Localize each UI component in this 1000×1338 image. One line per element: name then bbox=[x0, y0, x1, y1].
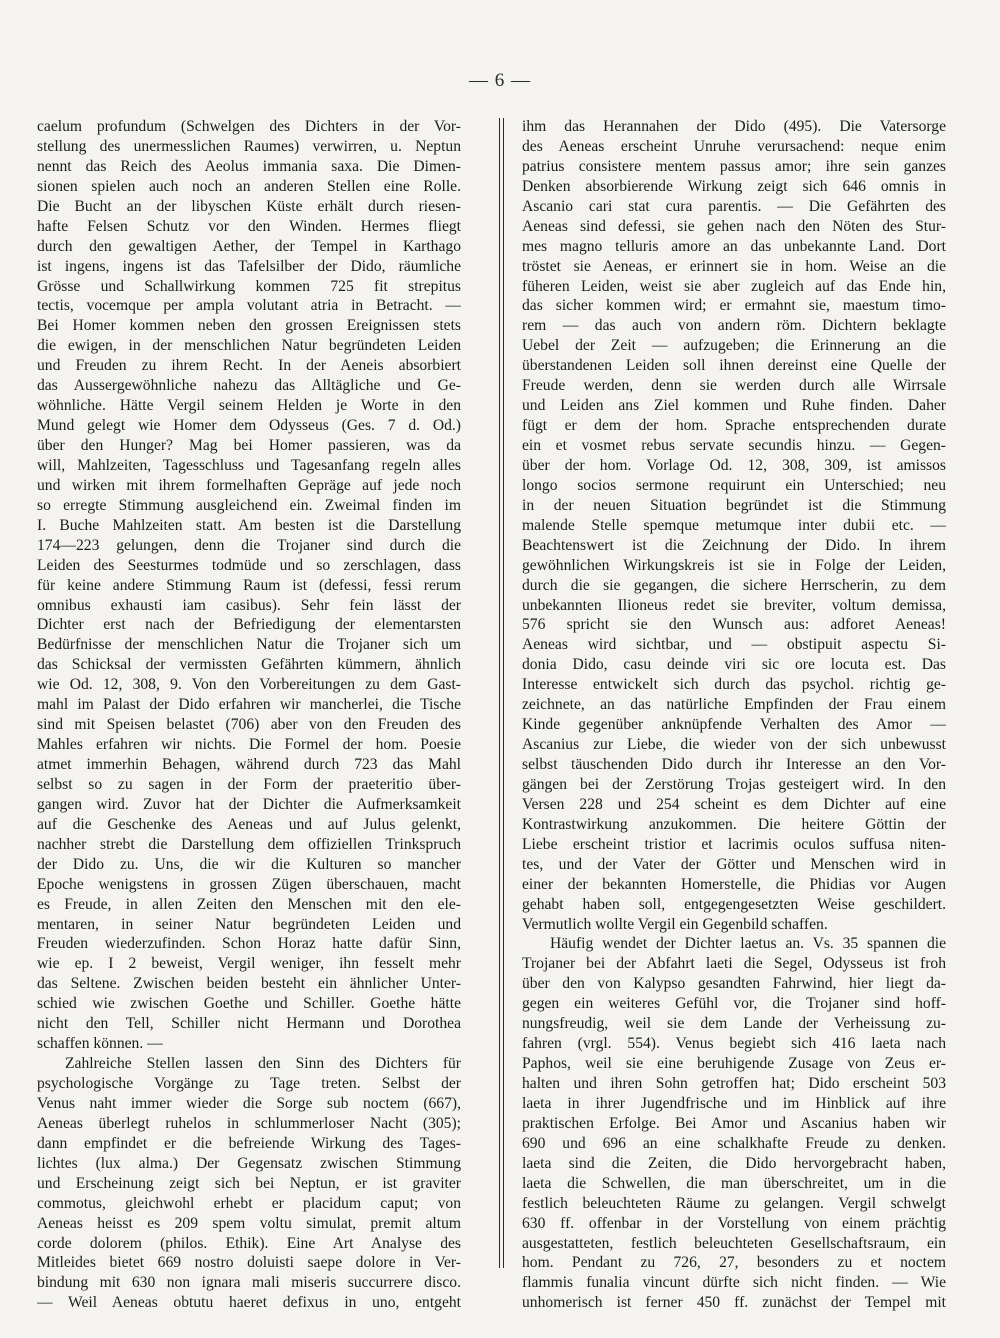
text-line: gehabt haben soll, entgegengesetzten Weise geschildert. bbox=[522, 895, 946, 913]
text-line: longo socios sermone requirunt ein Unterschied; neu bbox=[522, 476, 946, 494]
text-line: ihm das Herannahen der Dido (495). Die Vatersorge bbox=[522, 118, 946, 135]
text-line: für keine andere Stimmung Raum ist (defessi, fessi rerum bbox=[37, 576, 461, 594]
text-line: über den Hunger? Mag bei Homer passieren, was da bbox=[37, 437, 461, 454]
text-line: Liebe erscheint tristior et lacrimis oculos suffusa niten- bbox=[522, 835, 946, 853]
text-line: caelum profundum (Schwelgen des Dichters in der Vor- bbox=[37, 118, 461, 135]
text-line: in der neuen Situation begründet ist die Stimmung bbox=[522, 496, 946, 514]
text-line: einer der bekannten Homerstelle, die Phidias vor Augen bbox=[522, 875, 946, 893]
text-line: 630 ff. offenbar in der Vorstellung von einem prächtig bbox=[522, 1214, 946, 1232]
text-line: überstandenen Leiden soll ihnen dereinst eine Quelle der bbox=[522, 357, 946, 375]
text-line: 576 spricht sie den Wunsch aus: adforet Aeneas! bbox=[522, 616, 946, 634]
text-line: Freude werden, denn sie werden durch alle Wirrsale bbox=[522, 377, 946, 395]
column-rule bbox=[499, 118, 500, 1268]
text-line: das Schicksal der vermissten Gefährten kümmern, ähnlich bbox=[37, 656, 461, 674]
text-line: praktischen Erfolge. Bei Amor und Ascanius haben wir bbox=[522, 1114, 946, 1132]
text-line: Beachtenswert ist die Zeichnung der Dido. In ihrem bbox=[522, 536, 946, 554]
text-line: commotus, gleichwohl erhebt er placidum caput; von bbox=[37, 1194, 461, 1212]
text-line: dann empfindet er die befreiende Wirkung des Tages- bbox=[37, 1134, 461, 1152]
text-line: tes, und der Vater der Götter und Menschen wird in bbox=[522, 855, 946, 873]
text-line: Die Bucht an der libyschen Küste erhält durch riesen- bbox=[37, 197, 461, 215]
text-line: lichtes (lux alma.) Der Gegensatz zwischen Stimmung bbox=[37, 1154, 461, 1172]
text-line: laeta in ihrer Jugendfrische und im Hinblick auf ihre bbox=[522, 1094, 946, 1112]
text-line: über der hom. Vorlage Od. 12, 308, 309, ist amissos bbox=[522, 456, 946, 474]
text-line: durch den gewaltigen Aether, der Tempel in Karthago bbox=[37, 237, 461, 255]
text-line: corde dolorem (philos. Ethik). Eine Art Analyse des bbox=[37, 1234, 461, 1252]
text-line: Denken absorbierende Wirkung zeigt sich 646 omnis in bbox=[522, 177, 946, 195]
text-line: Leiden des Seesturmes todmüde und so zerschlagen, dass bbox=[37, 556, 461, 574]
text-line: Mitleides bietet 669 nostro doluisti saepe dolore in Ver- bbox=[37, 1254, 461, 1272]
text-line: tröstet sie Aeneas, er erinnert sie in hom. Weise an die bbox=[522, 257, 946, 275]
text-line: Uebel der Zeit — aufzugeben; die Erinnerung an die bbox=[522, 337, 946, 355]
text-line: patrius consistere mentem passus amor; ihre sein ganzes bbox=[522, 157, 946, 175]
text-line: fügt er dem der hom. Sprache entsprechenden durate bbox=[522, 417, 946, 435]
text-line: Venus naht immer wieder die Sorge sub noctem (667), bbox=[37, 1094, 461, 1112]
page-number: — 6 — bbox=[469, 70, 531, 91]
text-line: nicht den Tell, Schiller nicht Hermann und Dorothea bbox=[37, 1015, 461, 1033]
right-column bbox=[522, 117, 946, 1313]
text-line: so erregte Stimmung ausgleichend ein. Zweimal finden im bbox=[37, 496, 461, 514]
text-line: das Seltene. Zwischen beiden besteht ein ähnlicher Unter- bbox=[37, 975, 461, 993]
text-line: atmet immerhin Behagen, während durch 723 das Mahl bbox=[37, 756, 461, 773]
text-line: 690 und 696 an eine schalkhafte Freude zu denken. bbox=[522, 1134, 946, 1152]
text-line: Dichter erst nach der Befriedigung der elementarsten bbox=[37, 616, 461, 634]
text-line: gangen wird. Zuvor hat der Dichter die Aufmerksamkeit bbox=[37, 795, 461, 813]
text-line: hafte Felsen Schutz vor den Winden. Hermes fliegt bbox=[37, 217, 461, 235]
text-line: mes magno telluris amore an das unbekannte Land. Dort bbox=[522, 237, 946, 255]
text-line: das Aussergewöhnliche nahezu das Alltägliche und Ge- bbox=[37, 377, 461, 395]
text-line: Epoche wenigstens in grossen Zügen überschauen, macht bbox=[37, 875, 461, 893]
column-rule bbox=[503, 118, 504, 1268]
text-line: wöhnliche. Hätte Vergil seinem Helden je Worte in den bbox=[37, 397, 461, 415]
text-line: Paphos, weil sie eine beruhigende Zusage von Zeus er- bbox=[522, 1055, 946, 1073]
text-line: das sicher kommen wird; er ermahnt sie, maestum timo- bbox=[522, 297, 946, 315]
text-line: nennt das Reich des Aeolus immania saxa. Die Dimen- bbox=[37, 157, 461, 175]
text-line: Vermutlich wollte Vergil ein Gegenbild schaffen. bbox=[522, 915, 828, 933]
text-line: tectis, vocemque per ampla volutant atria in Betracht. — bbox=[37, 297, 461, 315]
text-line: Häufig wendet der Dichter laetus an. Vs. 35 spannen die bbox=[550, 935, 946, 953]
text-line: Zahlreiche Stellen lassen den Sinn des Dichters für bbox=[65, 1055, 461, 1073]
text-line: Mund gelegt wie Homer dem Odysseus (Ges. 7 d. Od.) bbox=[37, 417, 461, 435]
text-line: wie ep. I 2 beweist, Vergil weniger, ihn fesselt mehr bbox=[37, 955, 461, 973]
text-line: omnibus exhausti iam casibus). Sehr fein lässt der bbox=[37, 596, 461, 614]
text-line: Aeneas überlegt ruhelos in schlummerloser Nacht (305); bbox=[37, 1114, 461, 1132]
text-line: und Freuden zu ihrem Recht. In der Aeneis absorbiert bbox=[37, 357, 461, 375]
text-line: Freuden wiederzufinden. Schon Horaz hatte dafür Sinn, bbox=[37, 935, 461, 953]
text-line: selbst so zu sagen in der Form der praeteritio über- bbox=[37, 775, 461, 793]
text-line: festlich beleuchteten Räume zu gelangen. Vergil schwelgt bbox=[522, 1194, 946, 1212]
text-line: auf die Geschenke des Aeneas und auf Julus gelenkt, bbox=[37, 815, 461, 833]
text-line: der Dido zu. Uns, die wir die Kulturen so mancher bbox=[37, 855, 461, 873]
text-line: 174—223 gelungen, denn die Trojaner sind durch die bbox=[37, 536, 461, 554]
text-line: Bei Homer kommen neben den grossen Ereignissen stets bbox=[37, 317, 461, 335]
text-line: zeichnete, an das natürliche Empfinden der Frau einem bbox=[522, 696, 946, 714]
text-line: Ascanio cari stat cura parentis. — Die Gefährten des bbox=[522, 197, 946, 215]
text-line: durch die sie gegangen, die sichere Herrscherin, zu dem bbox=[522, 576, 946, 594]
text-line: füheren Leiden, weist sie aber zugleich auf das Ende hin, bbox=[522, 277, 946, 295]
text-line: Aeneas heisst es 209 spem voltu simulat, premit altum bbox=[37, 1214, 461, 1232]
text-line: flammis funalia vincunt dürfte sich nicht finden. — Wie bbox=[522, 1274, 946, 1292]
text-line: über den von Kalypso gesandten Fahrwind, hier liegt da- bbox=[522, 975, 946, 993]
text-line: Trojaner bei der Abfahrt laeti die Segel, Odysseus ist froh bbox=[522, 955, 946, 973]
text-line: und Erscheinung zeigt sich bei Neptun, er ist graviter bbox=[37, 1174, 461, 1192]
text-line: die ewigen, in der menschlichen Natur begründeten Leiden bbox=[37, 337, 461, 355]
text-line: donia Dido, casu deinde viri sic ore locuta est. Das bbox=[522, 656, 946, 674]
text-line: I. Buche Mahlzeiten statt. Am besten ist die Darstellung bbox=[37, 516, 461, 534]
text-line: wie Od. 12, 308, 9. Von den Vorbereitungen zu dem Gast- bbox=[37, 676, 461, 694]
text-line: stellung des unermesslichen Raumes) verwirren, u. Neptun bbox=[37, 137, 461, 155]
text-line: laeta sind die Zeiten, die Dido hervorgebracht haben, bbox=[522, 1154, 946, 1172]
text-line: Aeneas sind defessi, sie gehen nach den Nöten des Stur- bbox=[522, 217, 946, 235]
text-line: will, Mahlzeiten, Tagesschluss und Tagesanfang regeln alles bbox=[37, 456, 461, 474]
text-line: unbekannten Ilioneus redet sie breviter, voltum demissa, bbox=[522, 596, 946, 614]
text-line: Aeneas wird sichtbar, und — obstipuit aspectu Si- bbox=[522, 636, 946, 654]
text-line: bindung mit 630 non ignara mali miseris succurrere disco. bbox=[37, 1274, 461, 1292]
text-line: selbst täuschenden Dido durch ihr Interesse an den Vor- bbox=[522, 756, 946, 773]
text-line: Interesse entwickelt sich durch das psychol. richtig ge- bbox=[522, 676, 946, 694]
text-line: sionen spielen auch noch an anderen Stellen eine Rolle. bbox=[37, 177, 461, 195]
text-line: Bedürfnisse der menschlichen Natur die Trojaner sich um bbox=[37, 636, 461, 654]
text-line: malende Stelle spemque metumque inter dubii etc. — bbox=[522, 516, 946, 534]
text-line: hom. Pendant zu 726, 27, besonders zu et noctem bbox=[522, 1254, 946, 1272]
text-line: laeta die Schwellen, die man überschreitet, um in die bbox=[522, 1174, 946, 1192]
text-line: ausgestatteten, festlich beleuchteten Gesellschaftsraum, ein bbox=[522, 1234, 946, 1252]
text-line: und Leiden ans Ziel kommen und Ruhe finden. Daher bbox=[522, 397, 946, 415]
text-line: unhomerisch ist ferner 450 ff. zunächst der Tempel mit bbox=[522, 1294, 946, 1312]
text-line: psychologische Vorgänge zu Tage treten. Selbst der bbox=[37, 1075, 461, 1092]
text-line: und wirken mit ihrem formelhaften Gepräge auf jede noch bbox=[37, 476, 461, 494]
text-line: halten und ihren Sohn getroffen hat; Dido erscheint 503 bbox=[522, 1075, 946, 1092]
text-line: es Freude, in allen Zeiten den Menschen mit den ele- bbox=[37, 895, 461, 913]
text-line: schaffen können. — bbox=[37, 1035, 163, 1053]
text-line: Ascanius zur Liebe, die wieder von der sich unbewusst bbox=[522, 736, 946, 754]
text-line: Kinde gegenüber anknüpfende Verhalten des Amor — bbox=[522, 716, 946, 734]
text-line: ein et vosmet rebus servate secundis hinzu. — Gegen- bbox=[522, 437, 946, 454]
text-line: nungsfreudig, weil sie dem Lande der Verheissung zu- bbox=[522, 1015, 946, 1033]
text-line: gegen ein weiteres Gefühl vor, die Trojaner sind hoff- bbox=[522, 995, 946, 1013]
text-line: — Weil Aeneas obtutu haeret defixus in uno, entgeht bbox=[37, 1294, 461, 1312]
text-line: nachher strebt die Darstellung dem offiziellen Trinkspruch bbox=[37, 835, 461, 853]
text-line: mahl im Palast der Dido erfahren wir mancherlei, die Tische bbox=[37, 696, 461, 714]
text-line: schied wie zwischen Goethe und Schiller. Goethe hätte bbox=[37, 995, 461, 1013]
text-line: sind mit Speisen belastet (706) aber von den Freuden des bbox=[37, 716, 461, 734]
text-line: gängen bei der Zerstörung Trojas gesteigert wird. In den bbox=[522, 775, 946, 793]
text-line: gewöhnlichen Wirkungskreis ist sie in Folge der Leiden, bbox=[522, 556, 946, 574]
text-line: Mahles erfahren wir nichts. Die Formel der hom. Poesie bbox=[37, 736, 461, 754]
text-line: rem — das auch von andern röm. Dichtern beklagte bbox=[522, 317, 946, 335]
text-line: ist ingens, ingens ist das Tafelsilber der Dido, räumliche bbox=[37, 257, 461, 275]
text-line: Grösse und Schallwirkung kommen 725 fit strepitus bbox=[37, 277, 461, 295]
text-line: Versen 228 und 254 scheint es dem Dichter auf eine bbox=[522, 795, 946, 813]
left-column bbox=[37, 117, 461, 1313]
text-line: Kontrastwirkung anzukommen. Die heitere Göttin der bbox=[522, 815, 946, 833]
text-line: mentaren, in seiner Natur begründeten Leiden und bbox=[37, 915, 461, 933]
text-line: des Aeneas erscheint Unruhe verursachend: neque enim bbox=[522, 137, 946, 155]
text-line: fahren (vrgl. 554). Venus begiebt sich 416 laeta nach bbox=[522, 1035, 946, 1053]
